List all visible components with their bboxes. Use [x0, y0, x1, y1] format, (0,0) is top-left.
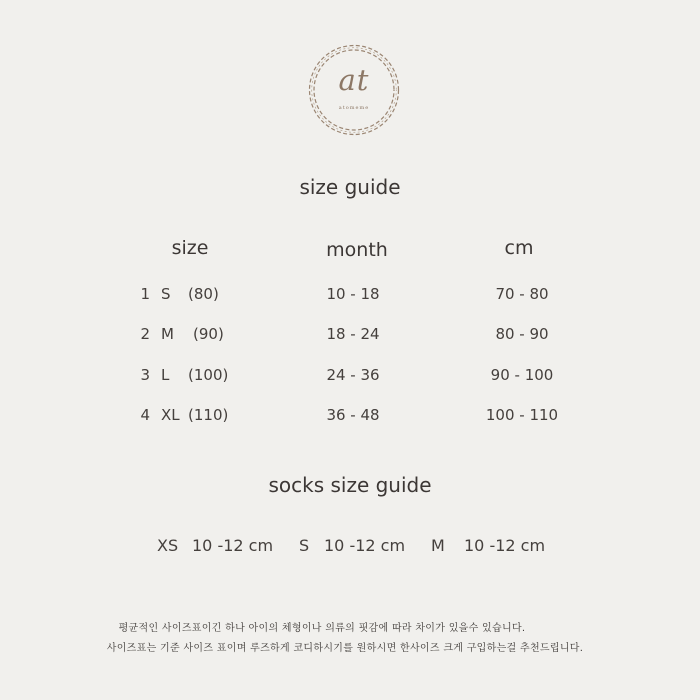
size-row [0, 404, 700, 426]
size-row-month: 24 - 36 [326, 366, 380, 384]
size-row-index: 3 [140, 366, 150, 384]
socks-size-range: 10 -12 cm [324, 536, 406, 555]
size-guide-title: size guide [299, 175, 401, 199]
size-row-index: 2 [140, 325, 150, 343]
size-row-cm: 80 - 90 [495, 325, 549, 343]
logo-mark: at [338, 63, 370, 97]
size-row-index: 1 [140, 285, 150, 303]
socks-size-range: 10 -12 cm [192, 536, 274, 555]
socks-size-row [0, 535, 700, 557]
size-row [0, 323, 700, 345]
size-note-line-2: 사이즈표는 기준 사이즈 표이며 루즈하게 코디하시기를 원하시면 한사이즈 크게 구입하는걸 추천드립니다. [106, 643, 584, 654]
size-row-value: (100) [188, 366, 229, 384]
size-row-cm: 100 - 110 [485, 406, 559, 424]
size-row-month: 10 - 18 [326, 285, 380, 303]
size-row-cm: 70 - 80 [495, 285, 549, 303]
socks-size-label: XS [157, 536, 179, 555]
size-row-label: M [161, 325, 174, 343]
size-row-cm: 90 - 100 [490, 366, 554, 384]
size-note-line-1: 평균적인 사이즈표이긴 하나 아이의 체형이나 의류의 핏감에 따라 차이가 있을수 있습니다. [118, 623, 526, 634]
size-row-label: XL [161, 406, 180, 424]
size-row-value: (110) [188, 406, 229, 424]
socks-size-label: M [431, 536, 445, 555]
size-row-month: 36 - 48 [326, 406, 380, 424]
size-row-month: 18 - 24 [326, 325, 380, 343]
size-row-value: (80) [188, 285, 219, 303]
socks-size-guide-title: socks size guide [268, 473, 432, 497]
column-header-cm: cm [504, 237, 534, 259]
brand-logo [305, 41, 403, 139]
socks-size-range: 10 -12 cm [464, 536, 546, 555]
column-header-month: month [326, 239, 388, 261]
size-row-index: 4 [140, 406, 150, 424]
size-row [0, 364, 700, 386]
size-row-label: S [161, 285, 171, 303]
column-header-size: size [171, 237, 209, 259]
size-row [0, 283, 700, 305]
socks-size-label: S [299, 536, 310, 555]
size-row-label: L [161, 366, 170, 384]
size-row-value: (90) [193, 325, 224, 343]
logo-subtitle: atomeme [338, 105, 370, 111]
